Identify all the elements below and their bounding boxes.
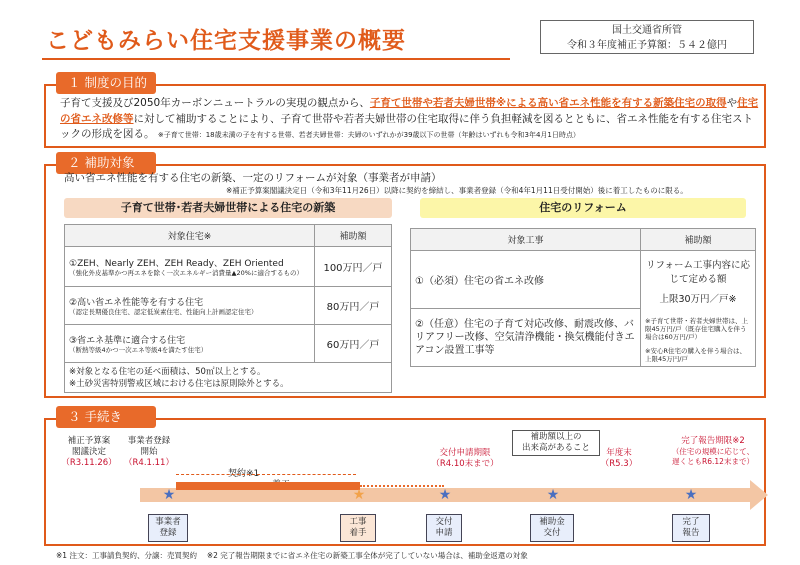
section1-heading: １ 制度の目的	[56, 72, 156, 94]
milestone-fiscal-end-date: （R5.3）	[600, 459, 638, 469]
milestone-registration	[118, 436, 180, 469]
step-report: 完了 報告	[672, 514, 710, 542]
step-construction-start: 工事 着手	[340, 514, 376, 542]
reform-table	[410, 228, 756, 367]
milestone-report-date: （住宅の規模に応じて、 遅くともR6.12末まで）	[671, 447, 755, 466]
new-row1-name: ①ZEH、Nearly ZEH、ZEH Ready、ZEH Oriented	[69, 259, 284, 269]
new-row3-amount: 60万円／戸	[315, 325, 392, 363]
new-col-amount: 補助額	[315, 225, 392, 247]
new-row3-sub: （断熱等級4かつ一次エネ等級4を満たす住宅）	[69, 346, 208, 354]
ministry-label: 国土交通省所管	[612, 25, 682, 36]
table-row	[65, 325, 392, 363]
milestone-deadline-date: （R4.10末まで）	[431, 459, 499, 469]
s2-note: ※補正予算案閣議決定日（令和3年11月26日）以降に契約を締結し、事業者登録（令和4年1月11日受付開始）後に着工したものに限る。	[226, 186, 688, 195]
milestone-deadline	[430, 448, 500, 470]
reform-fn1: ※子育て世帯・若者夫婦世帯は、上限45万円/戸（既存住宅購入を伴う場合は60万円/戸）	[645, 317, 748, 341]
new-row2-sub: （認定長期優良住宅、認定低炭素住宅、性能向上計画認定住宅）	[69, 308, 258, 316]
title-underline	[42, 58, 510, 60]
table-row	[411, 251, 756, 309]
reform-row2: ②（任意）住宅の子育て対応改修、耐震改修、バリアフリー改修、空気清浄機能・換気機能付きエアコン設置工事等	[411, 309, 641, 367]
s1-note: ※子育て世帯：18歳未満の子を有する世帯、若者夫婦世帯：夫婦のいずれかが39歳以下の世帯（年齢はいずれも令和3年4月1日時点）	[157, 131, 580, 139]
new-build-caption: 子育て世帯･若者夫婦世帯による住宅の新築	[64, 198, 392, 218]
section1-text	[60, 96, 760, 144]
section3-heading: ３ 手続き	[56, 406, 156, 428]
reform-amount2: 上限30万円／戸※	[659, 294, 737, 305]
new-col-target: 対象住宅※	[65, 225, 315, 247]
page-title: こどもみらい住宅支援事業の概要	[46, 28, 406, 54]
footnote: ※1 注文：工事請負契約、分譲：売買契約 ※2 完了報告期限までに省エネ住宅の新築工事全体が完了していない場合は、補助金返還の対象	[56, 551, 528, 560]
new-row2-amount: 80万円／戸	[315, 287, 392, 325]
contract-label: 契約※1	[228, 469, 260, 479]
reform-col-amount: 補助額	[641, 229, 756, 251]
milestone-cabinet-label: 補正予算案 閣議決定	[67, 436, 111, 457]
milestone-fiscal-end-label: 年度末	[606, 448, 632, 458]
s1-text3: に対して補助することにより、子育て世帯や若者夫婦世帯の住宅取得に伴う負担軽減を図るとともに、省エネ性能を有する住宅ストックの形成を図る。	[60, 112, 753, 140]
star-icon: ★	[352, 487, 366, 503]
s1-highlight1: 子育て世帯や若者夫婦世帯※による高い省エネ性能を有する新築住宅の取得	[369, 97, 727, 109]
star-icon: ★	[546, 487, 560, 503]
step-grant: 補助金 交付	[530, 514, 574, 542]
s1-text2: や	[726, 97, 738, 109]
milestone-fiscal-end	[594, 448, 644, 470]
new-note1: ※対象となる住宅の延べ面積は、50㎡以上とする。	[69, 366, 266, 377]
milestone-registration-date: （R4.1.11）	[124, 458, 174, 468]
milestone-cabinet-date: （R3.11.26）	[61, 458, 117, 468]
s1-highlight2: 住宅の省エネ改修等	[60, 97, 759, 125]
reform-caption: 住宅のリフォーム	[420, 198, 746, 218]
step-application: 交付 申請	[426, 514, 462, 542]
contract-line	[176, 474, 356, 475]
table-row	[65, 287, 392, 325]
milestone-cabinet	[58, 436, 120, 469]
reform-amount1: リフォーム工事内容に応じて定める額	[645, 260, 751, 285]
star-icon: ★	[162, 487, 176, 503]
milestone-report-label: 完了報告期限※2	[681, 436, 745, 446]
milestone-registration-label: 事業者登録 開始	[127, 436, 171, 457]
callout-box: 補助額以上の 出来高があること	[512, 430, 600, 456]
new-row2-name: ②高い省エネ性能等を有する住宅	[69, 298, 204, 308]
reform-col-work: 対象工事	[411, 229, 641, 251]
new-row1-amount: 100万円／戸	[315, 247, 392, 287]
s1-text1: 子育て支援及び2050年カーボンニュートラルの実現の観点から、	[60, 97, 370, 109]
table-row	[65, 363, 392, 393]
new-row3-name: ③省エネ基準に適合する住宅	[69, 336, 186, 346]
milestone-deadline-label: 交付申請期限	[439, 448, 491, 458]
reform-row1: ①（必須）住宅の省エネ改修	[411, 251, 641, 309]
step-registration: 事業者 登録	[148, 514, 188, 542]
construction-dashed	[360, 485, 444, 487]
budget-info-box	[540, 20, 754, 54]
star-icon: ★	[684, 487, 698, 503]
budget-label: 令和３年度補正予算額：５４２億円	[567, 40, 727, 51]
table-row	[65, 247, 392, 287]
star-icon: ★	[438, 487, 452, 503]
new-build-table	[64, 224, 392, 393]
construction-bar	[176, 482, 360, 490]
s2-intro: 高い省エネ性能を有する住宅の新築、一定のリフォームが対象（事業者が申請）	[64, 172, 442, 184]
new-row1-sub: （強化外皮基準かつ再エネを除く一次エネルギー消費量▲20%に適合するもの）	[69, 269, 303, 277]
timeline-arrowhead	[750, 480, 768, 510]
section2-heading: ２ 補助対象	[56, 152, 156, 174]
reform-fn2: ※安心R住宅の購入を伴う場合は、上限45万円/戸	[645, 347, 746, 363]
milestone-report	[666, 436, 760, 467]
new-note2: ※土砂災害特別警戒区域における住宅は原則除外とする。	[69, 378, 289, 389]
